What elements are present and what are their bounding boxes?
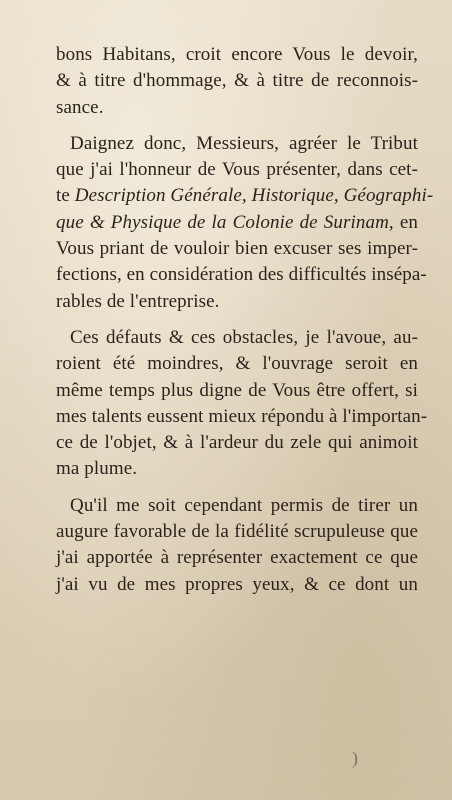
text-line: ce de l'objet, & à l'ardeur du zele qui animoit (56, 432, 418, 454)
text-line: rables de l'entreprise. (56, 290, 220, 312)
text-line: que j'ai l'honneur de Vous présenter, dans cet- (56, 159, 418, 181)
text-line: Daignez donc, Messieurs, agréer le Tribut (70, 132, 418, 154)
paragraph-3 (56, 325, 428, 483)
text-line (56, 210, 418, 236)
text-line: roient été moindres, & l'ouvrage seroit en (56, 353, 418, 375)
text-line: j'ai vu de mes propres yeux, & ce dont un (56, 573, 418, 595)
text-line: même temps plus digne de Vous être offert, si (56, 379, 418, 401)
text-fragment: , en (388, 211, 418, 233)
text-line: Vous priant de vouloir bien excuser ses imper- (56, 238, 418, 260)
text-line (56, 183, 434, 209)
page-blemish-mark: ) (352, 748, 358, 768)
paragraph-2 (56, 131, 434, 315)
text-line: j'ai apportée à représenter exactement ce que (56, 547, 418, 569)
paragraph-1 (56, 42, 418, 121)
text-line: sance. (56, 96, 104, 118)
text-line: Ces défauts & ces obstacles, je l'avoue, au- (70, 326, 418, 348)
italic-title: Description Générale, Historique, Géographi- (74, 185, 434, 207)
text-line: augure favorable de la fidélité scrupuleuse que (56, 521, 418, 543)
text-line: bons Habitans, croit encore Vous le devoir, (56, 44, 418, 65)
text-line: mes talents eussent mieux répondu à l'importan- (56, 405, 428, 427)
text-fragment: te (56, 185, 75, 207)
page-body-text (56, 42, 434, 608)
text-line: ma plume. (56, 458, 138, 480)
italic-title: que & Physique de la Colonie de Surinam (56, 211, 389, 233)
text-line: fections, en considération des difficultés insépa- (56, 264, 427, 286)
paragraph-4 (56, 493, 418, 598)
text-line: Qu'il me soit cependant permis de tirer un (70, 494, 418, 516)
text-line: & à titre d'hommage, & à titre de reconnois- (56, 70, 418, 92)
